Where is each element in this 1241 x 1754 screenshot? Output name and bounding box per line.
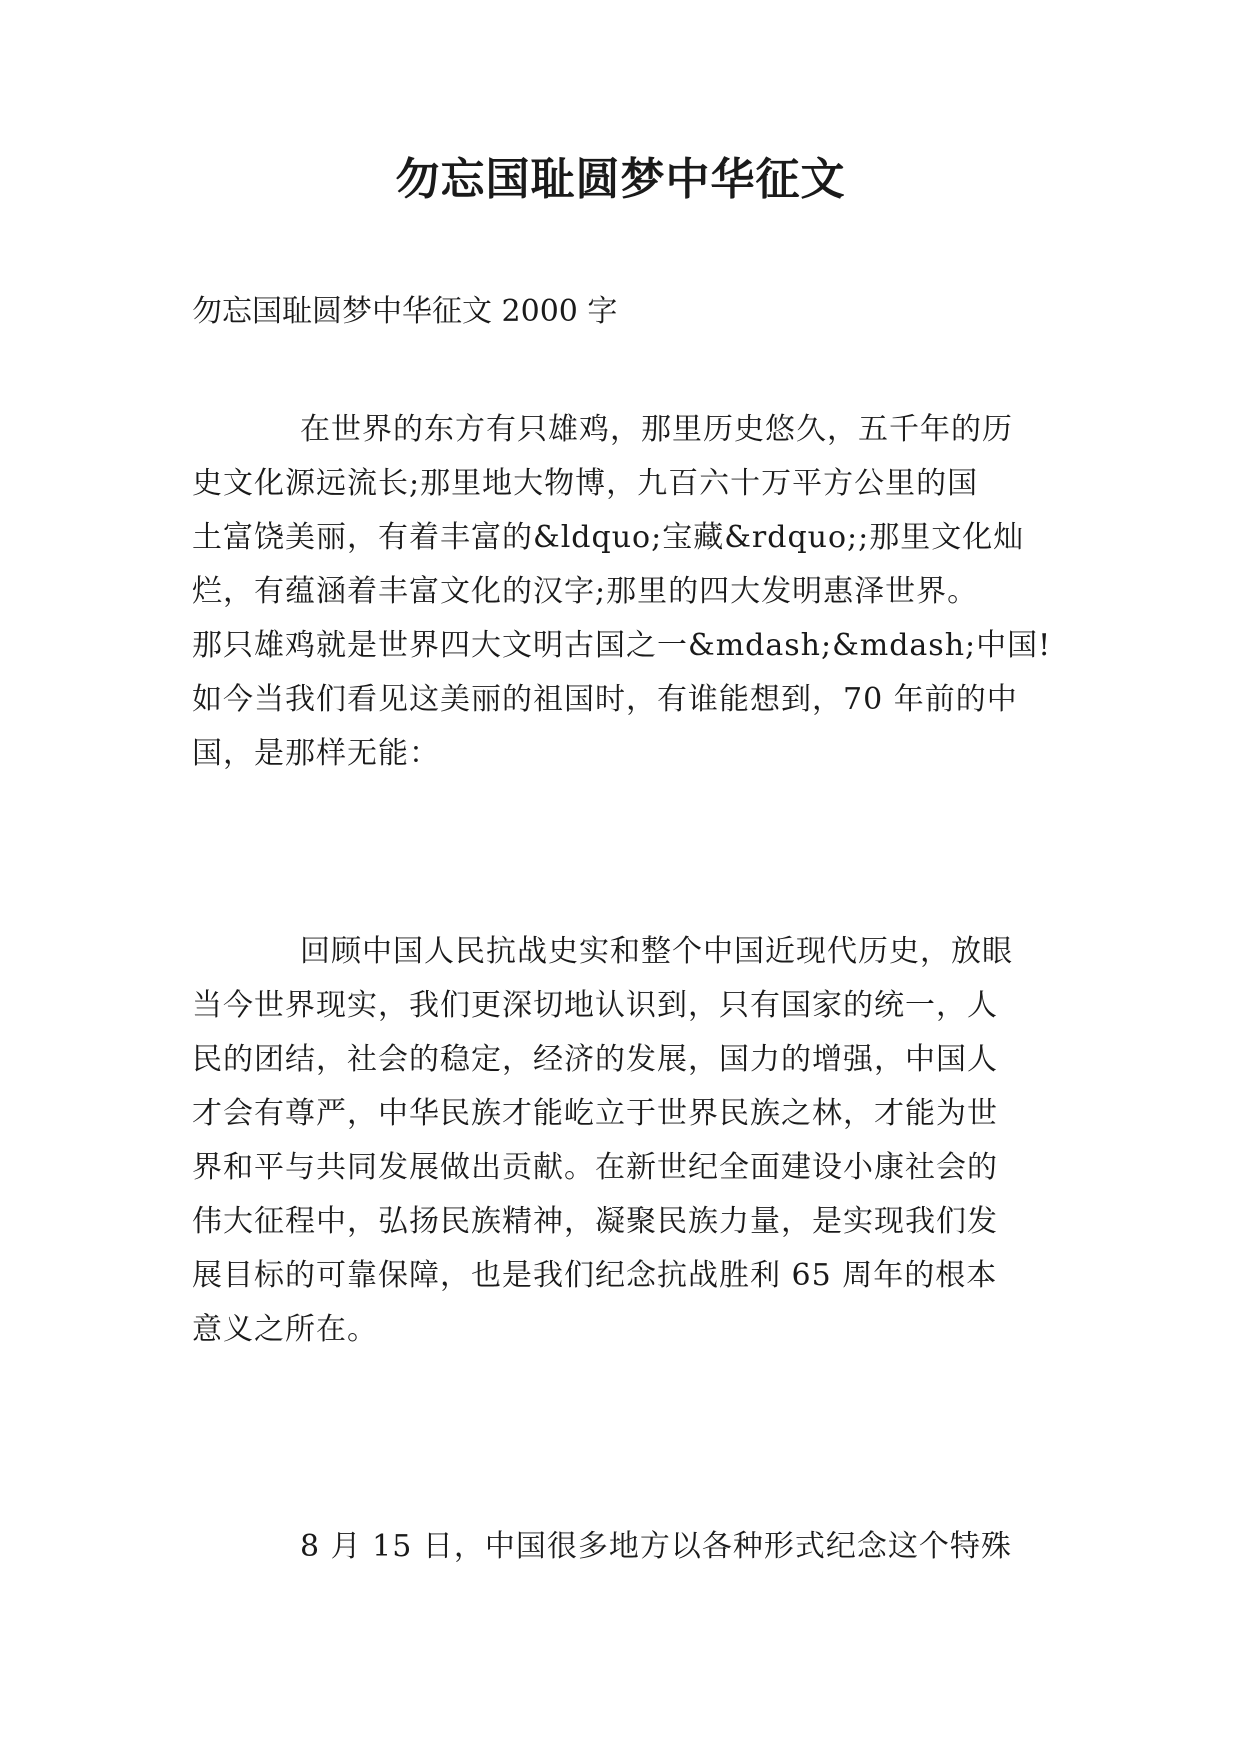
paragraph-line: 史文化源远流长;那里地大物博，九百六十万平方公里的国 [192, 466, 979, 501]
document-title: 勿忘国耻圆梦中华征文 [395, 154, 846, 205]
paragraph-line: 民的团结，社会的稳定，经济的发展，国力的增强，中国人 [192, 1042, 998, 1077]
paragraph-line: 那只雄鸡就是世界四大文明古国之一&mdash;&mdash;中国! [192, 628, 1052, 663]
paragraph-line: 国，是那样无能： [192, 736, 440, 771]
paragraph-line: 展目标的可靠保障，也是我们纪念抗战胜利 65 周年的根本 [192, 1258, 998, 1293]
paragraph-line: 如今当我们看见这美丽的祖国时，有谁能想到，70 年前的中 [192, 682, 1018, 717]
paragraph-1 [192, 403, 1058, 781]
paragraph-3 [192, 1520, 1058, 1574]
paragraph-line: 回顾中国人民抗战史实和整个中国近现代历史，放眼 [300, 934, 1013, 969]
paragraph-line: 烂，有蕴涵着丰富文化的汉字;那里的四大发明惠泽世界。 [192, 574, 979, 609]
paragraph-line: 才会有尊严，中华民族才能屹立于世界民族之林，才能为世 [192, 1096, 998, 1131]
paragraph-line: 界和平与共同发展做出贡献。在新世纪全面建设小康社会的 [192, 1150, 998, 1185]
paragraph-line: 当今世界现实，我们更深切地认识到，只有国家的统一，人 [192, 988, 998, 1023]
paragraph-line: 在世界的东方有只雄鸡，那里历史悠久，五千年的历 [300, 412, 1013, 447]
document-subtitle: 勿忘国耻圆梦中华征文 2000 字 [192, 294, 618, 329]
paragraph-line: 意义之所在。 [192, 1312, 378, 1347]
paragraph-line: 伟大征程中，弘扬民族精神，凝聚民族力量，是实现我们发 [192, 1204, 998, 1239]
paragraph-2 [192, 925, 1058, 1357]
paragraph-line: 土富饶美丽，有着丰富的&ldquo;宝藏&rdquo;;那里文化灿 [192, 520, 1025, 555]
paragraph-line: 8 月 15 日，中国很多地方以各种形式纪念这个特殊 [300, 1529, 1012, 1564]
